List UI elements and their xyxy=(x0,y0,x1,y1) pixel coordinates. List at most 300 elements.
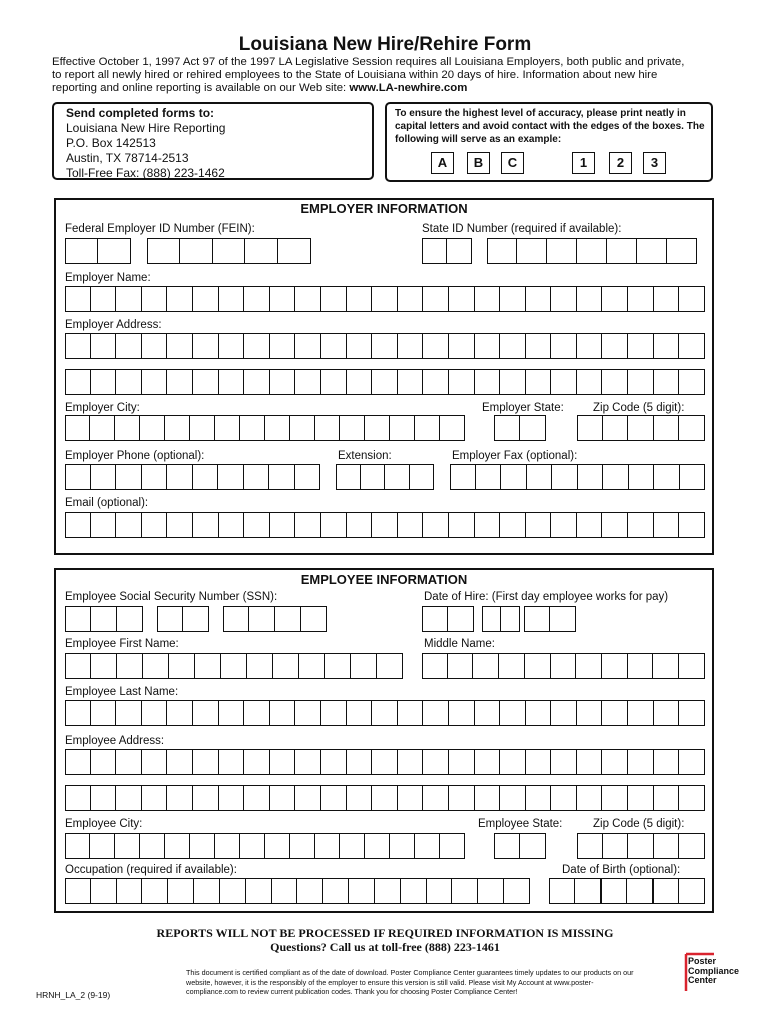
entry-box[interactable] xyxy=(602,700,628,726)
entry-box[interactable] xyxy=(628,700,654,726)
entry-box[interactable] xyxy=(601,878,627,904)
entry-box[interactable] xyxy=(195,653,221,679)
entry-box[interactable] xyxy=(449,749,475,775)
entry-box[interactable] xyxy=(475,700,501,726)
entry-box[interactable] xyxy=(577,749,603,775)
entry-box[interactable] xyxy=(628,653,654,679)
entry-box[interactable] xyxy=(526,286,552,312)
entry-box[interactable] xyxy=(550,606,576,632)
entry-box[interactable] xyxy=(551,749,577,775)
entry-box[interactable] xyxy=(321,286,347,312)
entry-box[interactable] xyxy=(142,878,168,904)
entry-box[interactable] xyxy=(142,785,168,811)
entry-box[interactable] xyxy=(270,286,296,312)
entry-box[interactable] xyxy=(194,878,220,904)
entry-box[interactable] xyxy=(500,785,526,811)
entry-box[interactable] xyxy=(549,878,575,904)
entry-box[interactable] xyxy=(65,238,98,264)
entry-box[interactable] xyxy=(501,464,527,490)
entry-box[interactable] xyxy=(290,415,315,441)
entry-box[interactable] xyxy=(423,369,449,395)
entry-box[interactable] xyxy=(347,749,373,775)
entry-box[interactable] xyxy=(487,238,517,264)
entry-box[interactable] xyxy=(578,464,604,490)
entry-box[interactable] xyxy=(218,464,244,490)
entry-box[interactable] xyxy=(219,333,245,359)
entry-box[interactable] xyxy=(190,833,215,859)
entry-box[interactable] xyxy=(440,833,465,859)
entry-box[interactable] xyxy=(653,653,679,679)
entry-box[interactable] xyxy=(265,415,290,441)
entry-box[interactable] xyxy=(215,415,240,441)
entry-box[interactable] xyxy=(65,464,91,490)
entry-box[interactable] xyxy=(223,606,249,632)
entry-box[interactable] xyxy=(347,700,373,726)
entry-box[interactable] xyxy=(654,464,680,490)
entry-box[interactable] xyxy=(476,464,502,490)
entry-box[interactable] xyxy=(607,238,637,264)
first-name-boxes[interactable] xyxy=(65,653,403,679)
entry-box[interactable] xyxy=(297,878,323,904)
entry-box[interactable] xyxy=(654,785,680,811)
entry-box[interactable] xyxy=(116,749,142,775)
entry-box[interactable] xyxy=(244,333,270,359)
entry-box[interactable] xyxy=(91,512,117,538)
ssn-area-boxes[interactable] xyxy=(65,606,143,632)
entry-box[interactable] xyxy=(116,333,142,359)
entry-box[interactable] xyxy=(270,749,296,775)
employer-zip-boxes[interactable] xyxy=(577,415,705,441)
entry-box[interactable] xyxy=(372,749,398,775)
employer-fax-boxes[interactable] xyxy=(450,464,705,490)
entry-box[interactable] xyxy=(440,415,465,441)
dob-year-boxes[interactable] xyxy=(653,878,705,904)
entry-box[interactable] xyxy=(157,606,183,632)
entry-box[interactable] xyxy=(385,464,410,490)
entry-box[interactable] xyxy=(679,512,705,538)
entry-box[interactable] xyxy=(275,606,301,632)
entry-box[interactable] xyxy=(361,464,386,490)
entry-box[interactable] xyxy=(295,749,321,775)
entry-box[interactable] xyxy=(65,833,90,859)
entry-box[interactable] xyxy=(142,369,168,395)
entry-box[interactable] xyxy=(447,238,472,264)
ssn-serial-boxes[interactable] xyxy=(223,606,327,632)
entry-box[interactable] xyxy=(372,286,398,312)
entry-box[interactable] xyxy=(500,700,526,726)
entry-box[interactable] xyxy=(321,333,347,359)
entry-box[interactable] xyxy=(98,238,131,264)
entry-box[interactable] xyxy=(65,653,91,679)
entry-box[interactable] xyxy=(325,653,351,679)
entry-box[interactable] xyxy=(372,700,398,726)
entry-box[interactable] xyxy=(653,878,679,904)
entry-box[interactable] xyxy=(423,785,449,811)
entry-box[interactable] xyxy=(551,333,577,359)
entry-box[interactable] xyxy=(213,238,246,264)
entry-box[interactable] xyxy=(220,878,246,904)
entry-box[interactable] xyxy=(628,369,654,395)
entry-box[interactable] xyxy=(301,606,327,632)
entry-box[interactable] xyxy=(475,512,501,538)
entry-box[interactable] xyxy=(321,512,347,538)
entry-box[interactable] xyxy=(520,833,546,859)
entry-box[interactable] xyxy=(167,785,193,811)
entry-box[interactable] xyxy=(321,785,347,811)
entry-box[interactable] xyxy=(115,415,140,441)
entry-box[interactable] xyxy=(602,749,628,775)
state-id-prefix-boxes[interactable] xyxy=(422,238,472,264)
entry-box[interactable] xyxy=(219,700,245,726)
entry-box[interactable] xyxy=(551,286,577,312)
entry-box[interactable] xyxy=(193,369,219,395)
entry-box[interactable] xyxy=(115,833,140,859)
entry-box[interactable] xyxy=(654,415,680,441)
entry-box[interactable] xyxy=(449,700,475,726)
entry-box[interactable] xyxy=(680,464,706,490)
entry-box[interactable] xyxy=(526,333,552,359)
entry-box[interactable] xyxy=(500,333,526,359)
entry-box[interactable] xyxy=(475,369,501,395)
entry-box[interactable] xyxy=(628,415,654,441)
employer-name-boxes[interactable] xyxy=(65,286,705,312)
entry-box[interactable] xyxy=(375,878,401,904)
entry-box[interactable] xyxy=(299,653,325,679)
entry-box[interactable] xyxy=(517,238,547,264)
entry-box[interactable] xyxy=(140,415,165,441)
entry-box[interactable] xyxy=(577,369,603,395)
entry-box[interactable] xyxy=(679,415,705,441)
entry-box[interactable] xyxy=(423,286,449,312)
entry-box[interactable] xyxy=(219,749,245,775)
entry-box[interactable] xyxy=(551,700,577,726)
entry-box[interactable] xyxy=(270,700,296,726)
entry-box[interactable] xyxy=(576,653,602,679)
entry-box[interactable] xyxy=(215,833,240,859)
entry-box[interactable] xyxy=(91,878,117,904)
entry-box[interactable] xyxy=(249,606,275,632)
entry-box[interactable] xyxy=(372,785,398,811)
entry-box[interactable] xyxy=(168,878,194,904)
entry-box[interactable] xyxy=(500,749,526,775)
entry-box[interactable] xyxy=(494,415,520,441)
entry-box[interactable] xyxy=(167,369,193,395)
fein-prefix-boxes[interactable] xyxy=(65,238,131,264)
state-id-suffix-boxes[interactable] xyxy=(487,238,697,264)
entry-box[interactable] xyxy=(427,878,453,904)
entry-box[interactable] xyxy=(654,286,680,312)
entry-box[interactable] xyxy=(679,833,705,859)
entry-box[interactable] xyxy=(270,333,296,359)
entry-box[interactable] xyxy=(398,785,424,811)
entry-box[interactable] xyxy=(321,700,347,726)
entry-box[interactable] xyxy=(278,238,311,264)
fein-suffix-boxes[interactable] xyxy=(147,238,311,264)
entry-box[interactable] xyxy=(190,415,215,441)
dob-month-boxes[interactable] xyxy=(549,878,601,904)
entry-box[interactable] xyxy=(577,785,603,811)
entry-box[interactable] xyxy=(449,785,475,811)
entry-box[interactable] xyxy=(390,833,415,859)
entry-box[interactable] xyxy=(142,333,168,359)
entry-box[interactable] xyxy=(423,512,449,538)
entry-box[interactable] xyxy=(244,700,270,726)
entry-box[interactable] xyxy=(551,512,577,538)
employee-zip-boxes[interactable] xyxy=(577,833,705,859)
entry-box[interactable] xyxy=(265,833,290,859)
employee-city-boxes[interactable] xyxy=(65,833,465,859)
entry-box[interactable] xyxy=(401,878,427,904)
entry-box[interactable] xyxy=(628,286,654,312)
entry-box[interactable] xyxy=(321,369,347,395)
entry-box[interactable] xyxy=(679,333,705,359)
entry-box[interactable] xyxy=(398,286,424,312)
entry-box[interactable] xyxy=(629,464,655,490)
entry-box[interactable] xyxy=(450,464,476,490)
entry-box[interactable] xyxy=(193,464,219,490)
entry-box[interactable] xyxy=(340,833,365,859)
entry-box[interactable] xyxy=(602,286,628,312)
entry-box[interactable] xyxy=(244,286,270,312)
middle-name-boxes[interactable] xyxy=(422,653,705,679)
entry-box[interactable] xyxy=(526,749,552,775)
entry-box[interactable] xyxy=(551,785,577,811)
entry-box[interactable] xyxy=(295,286,321,312)
entry-box[interactable] xyxy=(140,833,165,859)
entry-box[interactable] xyxy=(422,238,447,264)
entry-box[interactable] xyxy=(91,749,117,775)
entry-box[interactable] xyxy=(91,286,117,312)
entry-box[interactable] xyxy=(602,333,628,359)
entry-box[interactable] xyxy=(347,369,373,395)
entry-box[interactable] xyxy=(91,700,117,726)
entry-box[interactable] xyxy=(654,333,680,359)
employee-address-line1-boxes[interactable] xyxy=(65,749,705,775)
entry-box[interactable] xyxy=(365,415,390,441)
entry-box[interactable] xyxy=(448,606,474,632)
employer-phone-boxes[interactable] xyxy=(65,464,320,490)
entry-box[interactable] xyxy=(372,333,398,359)
entry-box[interactable] xyxy=(654,369,680,395)
entry-box[interactable] xyxy=(219,369,245,395)
entry-box[interactable] xyxy=(244,749,270,775)
ssn-group-boxes[interactable] xyxy=(157,606,209,632)
entry-box[interactable] xyxy=(500,286,526,312)
entry-box[interactable] xyxy=(577,333,603,359)
entry-box[interactable] xyxy=(315,833,340,859)
entry-box[interactable] xyxy=(323,878,349,904)
entry-box[interactable] xyxy=(167,700,193,726)
entry-box[interactable] xyxy=(602,653,628,679)
entry-box[interactable] xyxy=(340,415,365,441)
entry-box[interactable] xyxy=(65,878,91,904)
entry-box[interactable] xyxy=(165,415,190,441)
entry-box[interactable] xyxy=(628,833,654,859)
entry-box[interactable] xyxy=(499,653,525,679)
entry-box[interactable] xyxy=(475,749,501,775)
entry-box[interactable] xyxy=(475,286,501,312)
entry-box[interactable] xyxy=(116,286,142,312)
entry-box[interactable] xyxy=(65,785,91,811)
entry-box[interactable] xyxy=(193,512,219,538)
entry-box[interactable] xyxy=(423,700,449,726)
entry-box[interactable] xyxy=(390,415,415,441)
entry-box[interactable] xyxy=(270,369,296,395)
entry-box[interactable] xyxy=(116,700,142,726)
entry-box[interactable] xyxy=(193,333,219,359)
entry-box[interactable] xyxy=(117,606,143,632)
entry-box[interactable] xyxy=(295,700,321,726)
entry-box[interactable] xyxy=(422,606,448,632)
entry-box[interactable] xyxy=(167,749,193,775)
entry-box[interactable] xyxy=(221,653,247,679)
entry-box[interactable] xyxy=(365,833,390,859)
employer-address-line1-boxes[interactable] xyxy=(65,333,705,359)
entry-box[interactable] xyxy=(526,700,552,726)
entry-box[interactable] xyxy=(245,238,278,264)
entry-box[interactable] xyxy=(117,878,143,904)
entry-box[interactable] xyxy=(679,369,705,395)
entry-box[interactable] xyxy=(628,749,654,775)
entry-box[interactable] xyxy=(295,369,321,395)
entry-box[interactable] xyxy=(473,653,499,679)
entry-box[interactable] xyxy=(654,833,680,859)
entry-box[interactable] xyxy=(423,749,449,775)
entry-box[interactable] xyxy=(143,653,169,679)
entry-box[interactable] xyxy=(219,286,245,312)
entry-box[interactable] xyxy=(65,700,91,726)
entry-box[interactable] xyxy=(449,369,475,395)
entry-box[interactable] xyxy=(65,749,91,775)
entry-box[interactable] xyxy=(193,700,219,726)
entry-box[interactable] xyxy=(91,369,117,395)
entry-box[interactable] xyxy=(551,653,577,679)
entry-box[interactable] xyxy=(347,512,373,538)
entry-box[interactable] xyxy=(410,464,435,490)
entry-box[interactable] xyxy=(167,286,193,312)
entry-box[interactable] xyxy=(244,464,270,490)
entry-box[interactable] xyxy=(654,512,680,538)
employee-state-boxes[interactable] xyxy=(494,833,546,859)
entry-box[interactable] xyxy=(116,512,142,538)
entry-box[interactable] xyxy=(398,700,424,726)
entry-box[interactable] xyxy=(167,333,193,359)
entry-box[interactable] xyxy=(398,333,424,359)
entry-box[interactable] xyxy=(679,286,705,312)
entry-box[interactable] xyxy=(482,606,501,632)
hire-year-boxes[interactable] xyxy=(524,606,576,632)
entry-box[interactable] xyxy=(117,653,143,679)
employee-address-line2-boxes[interactable] xyxy=(65,785,705,811)
entry-box[interactable] xyxy=(90,833,115,859)
entry-box[interactable] xyxy=(273,653,299,679)
entry-box[interactable] xyxy=(65,512,91,538)
entry-box[interactable] xyxy=(478,878,504,904)
entry-box[interactable] xyxy=(679,749,705,775)
entry-box[interactable] xyxy=(372,512,398,538)
entry-box[interactable] xyxy=(449,512,475,538)
entry-box[interactable] xyxy=(526,369,552,395)
employer-city-boxes[interactable] xyxy=(65,415,465,441)
entry-box[interactable] xyxy=(415,415,440,441)
entry-box[interactable] xyxy=(679,653,705,679)
entry-box[interactable] xyxy=(183,606,209,632)
entry-box[interactable] xyxy=(577,700,603,726)
entry-box[interactable] xyxy=(247,653,273,679)
entry-box[interactable] xyxy=(603,833,629,859)
entry-box[interactable] xyxy=(347,333,373,359)
entry-box[interactable] xyxy=(246,878,272,904)
entry-box[interactable] xyxy=(449,333,475,359)
entry-box[interactable] xyxy=(526,785,552,811)
entry-box[interactable] xyxy=(91,785,117,811)
hire-month-boxes[interactable] xyxy=(422,606,474,632)
last-name-boxes[interactable] xyxy=(65,700,705,726)
entry-box[interactable] xyxy=(500,512,526,538)
entry-box[interactable] xyxy=(347,785,373,811)
entry-box[interactable] xyxy=(244,512,270,538)
email-boxes[interactable] xyxy=(65,512,705,538)
extension-boxes[interactable] xyxy=(336,464,434,490)
entry-box[interactable] xyxy=(504,878,530,904)
entry-box[interactable] xyxy=(551,369,577,395)
entry-box[interactable] xyxy=(116,369,142,395)
entry-box[interactable] xyxy=(679,878,705,904)
entry-box[interactable] xyxy=(142,286,168,312)
entry-box[interactable] xyxy=(219,512,245,538)
entry-box[interactable] xyxy=(321,749,347,775)
entry-box[interactable] xyxy=(603,415,629,441)
entry-box[interactable] xyxy=(193,286,219,312)
occupation-boxes[interactable] xyxy=(65,878,530,904)
entry-box[interactable] xyxy=(627,878,653,904)
entry-box[interactable] xyxy=(295,512,321,538)
entry-box[interactable] xyxy=(91,606,117,632)
entry-box[interactable] xyxy=(654,700,680,726)
entry-box[interactable] xyxy=(603,464,629,490)
entry-box[interactable] xyxy=(116,785,142,811)
entry-box[interactable] xyxy=(628,333,654,359)
entry-box[interactable] xyxy=(269,464,295,490)
hire-day-boxes[interactable] xyxy=(482,606,520,632)
entry-box[interactable] xyxy=(524,606,550,632)
entry-box[interactable] xyxy=(240,415,265,441)
entry-box[interactable] xyxy=(91,653,117,679)
entry-box[interactable] xyxy=(65,286,91,312)
dob-day-boxes[interactable] xyxy=(601,878,653,904)
entry-box[interactable] xyxy=(577,833,603,859)
entry-box[interactable] xyxy=(219,785,245,811)
entry-box[interactable] xyxy=(377,653,403,679)
entry-box[interactable] xyxy=(65,415,90,441)
entry-box[interactable] xyxy=(398,512,424,538)
entry-box[interactable] xyxy=(116,464,142,490)
entry-box[interactable] xyxy=(270,512,296,538)
employer-address-line2-boxes[interactable] xyxy=(65,369,705,395)
entry-box[interactable] xyxy=(637,238,667,264)
entry-box[interactable] xyxy=(398,749,424,775)
entry-box[interactable] xyxy=(347,286,373,312)
entry-box[interactable] xyxy=(336,464,361,490)
entry-box[interactable] xyxy=(602,785,628,811)
entry-box[interactable] xyxy=(295,785,321,811)
entry-box[interactable] xyxy=(422,653,448,679)
entry-box[interactable] xyxy=(270,785,296,811)
entry-box[interactable] xyxy=(398,369,424,395)
entry-box[interactable] xyxy=(349,878,375,904)
entry-box[interactable] xyxy=(500,369,526,395)
entry-box[interactable] xyxy=(167,464,193,490)
